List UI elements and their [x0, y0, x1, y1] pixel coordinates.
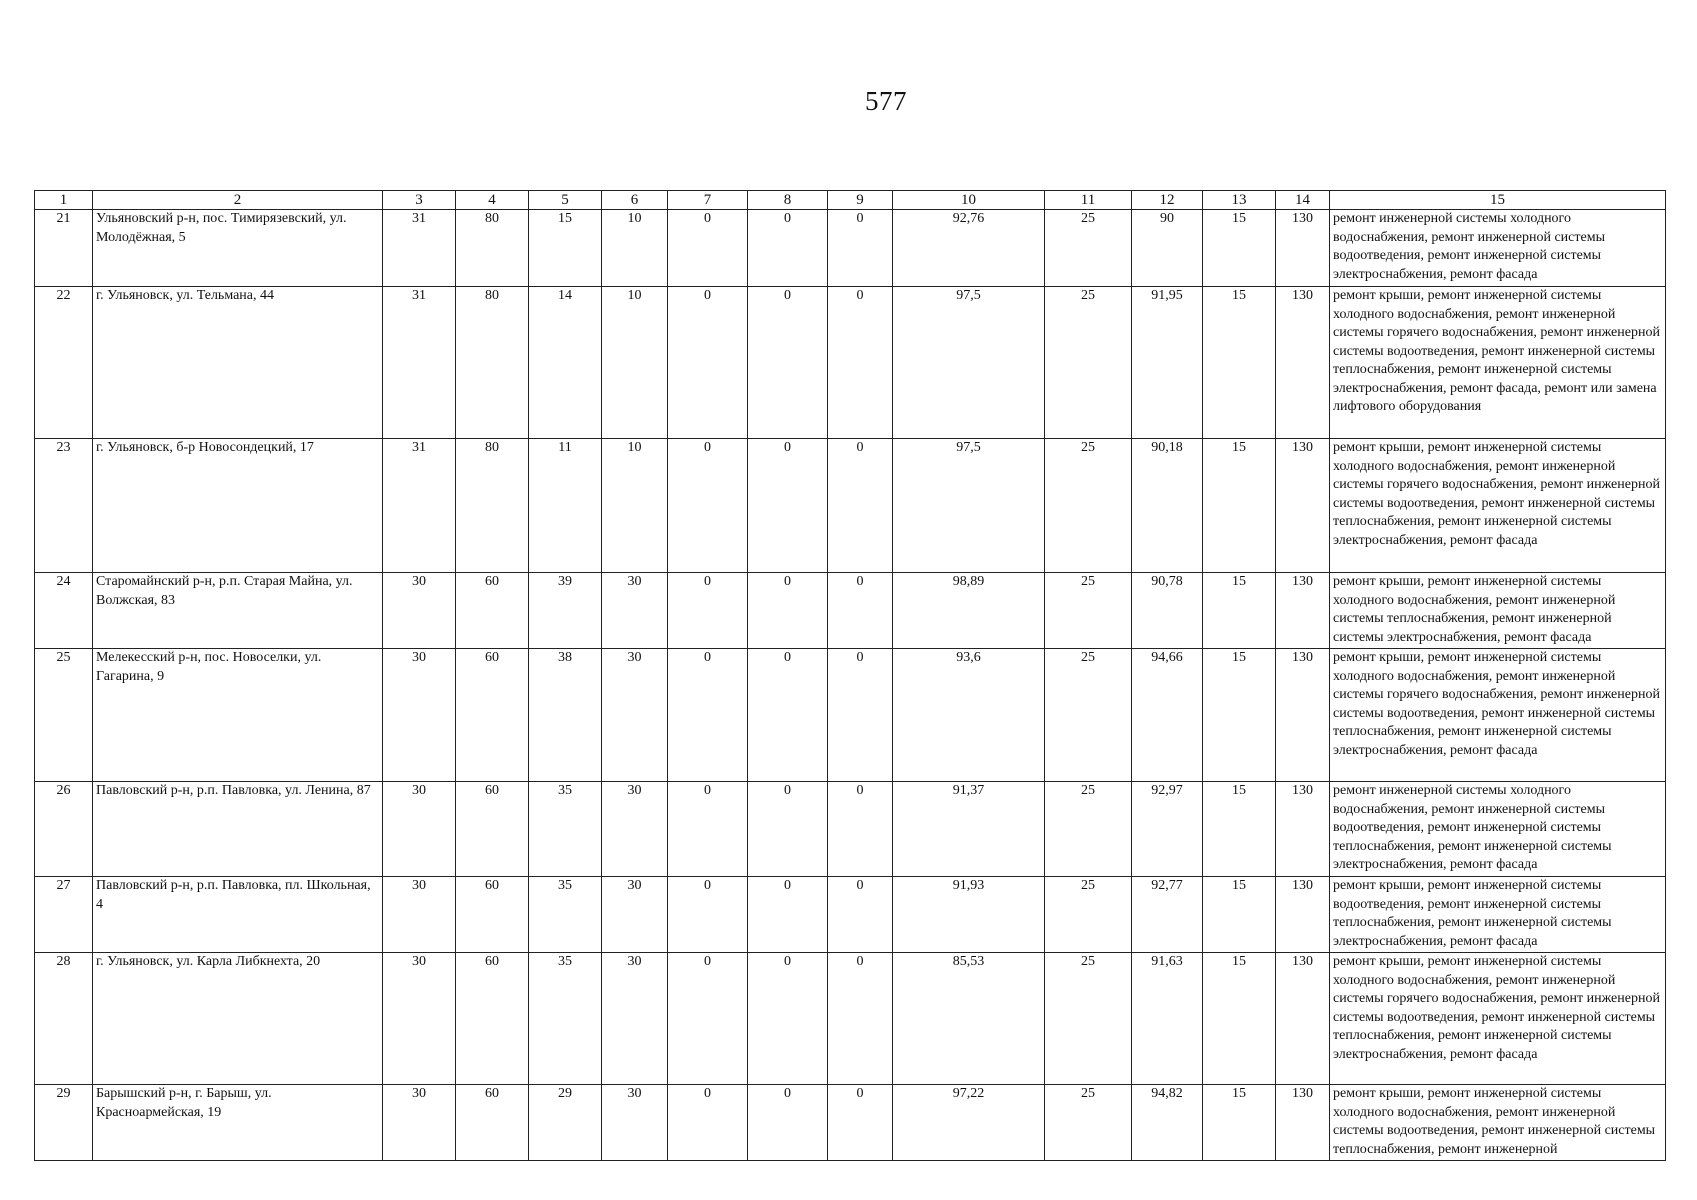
value-col-8: 0	[748, 210, 828, 287]
row-number: 21	[35, 210, 93, 287]
value-col-14: 130	[1276, 210, 1330, 287]
value-col-12: 90	[1132, 210, 1203, 287]
column-index: 13	[1203, 191, 1276, 210]
repair-works: ремонт инженерной системы холодного водоснабжения, ремонт инженерной системы водоотведения, ремонт инженерной системы теплоснабжения, ремонт инженерной системы электроснабжения, ремонт фасада	[1330, 782, 1666, 877]
value-col-4: 80	[456, 210, 529, 287]
value-col-11: 25	[1045, 1085, 1132, 1161]
value-col-9: 0	[828, 573, 893, 649]
address: Ульяновский р-н, пос. Тимирязевский, ул. Молодёжная, 5	[93, 210, 383, 287]
value-col-6: 10	[602, 287, 668, 439]
value-col-11: 25	[1045, 573, 1132, 649]
value-col-4: 60	[456, 877, 529, 953]
repair-works: ремонт крыши, ремонт инженерной системы холодного водоснабжения, ремонт инженерной системы горячего водоснабжения, ремонт инженерной системы водоотведения, ремонт инженерной системы теплоснабжения, ремонт инженерной системы электроснабжения, ремонт фасада	[1330, 649, 1666, 782]
value-col-13: 15	[1203, 573, 1276, 649]
value-col-13: 15	[1203, 439, 1276, 573]
value-col-11: 25	[1045, 782, 1132, 877]
value-col-11: 25	[1045, 287, 1132, 439]
value-col-9: 0	[828, 877, 893, 953]
value-col-4: 60	[456, 649, 529, 782]
value-col-5: 35	[529, 782, 602, 877]
value-col-11: 25	[1045, 877, 1132, 953]
address: г. Ульяновск, б-р Новосондецкий, 17	[93, 439, 383, 573]
value-col-8: 0	[748, 287, 828, 439]
column-index: 2	[93, 191, 383, 210]
value-col-12: 94,66	[1132, 649, 1203, 782]
value-col-11: 25	[1045, 649, 1132, 782]
value-col-14: 130	[1276, 1085, 1330, 1161]
table-row	[35, 573, 1666, 649]
value-col-12: 92,77	[1132, 877, 1203, 953]
value-col-14: 130	[1276, 877, 1330, 953]
value-col-9: 0	[828, 287, 893, 439]
row-number: 28	[35, 953, 93, 1085]
value-col-14: 130	[1276, 649, 1330, 782]
address: Мелекесский р-н, пос. Новоселки, ул. Гагарина, 9	[93, 649, 383, 782]
value-col-8: 0	[748, 573, 828, 649]
value-col-10: 85,53	[893, 953, 1045, 1085]
value-col-12: 91,63	[1132, 953, 1203, 1085]
value-col-3: 31	[383, 439, 456, 573]
table-row	[35, 782, 1666, 877]
value-col-12: 94,82	[1132, 1085, 1203, 1161]
value-col-10: 93,6	[893, 649, 1045, 782]
repair-works: ремонт крыши, ремонт инженерной системы холодного водоснабжения, ремонт инженерной системы теплоснабжения, ремонт инженерной системы электроснабжения, ремонт фасада	[1330, 573, 1666, 649]
value-col-5: 15	[529, 210, 602, 287]
value-col-11: 25	[1045, 210, 1132, 287]
address: Павловский р-н, р.п. Павловка, пл. Школьная, 4	[93, 877, 383, 953]
repair-works: ремонт крыши, ремонт инженерной системы холодного водоснабжения, ремонт инженерной системы горячего водоснабжения, ремонт инженерной системы водоотведения, ремонт инженерной системы теплоснабжения, ремонт инженерной системы электроснабжения, ремонт фасада	[1330, 953, 1666, 1085]
value-col-6: 10	[602, 210, 668, 287]
value-col-9: 0	[828, 953, 893, 1085]
value-col-6: 10	[602, 439, 668, 573]
value-col-6: 30	[602, 573, 668, 649]
column-index: 5	[529, 191, 602, 210]
value-col-13: 15	[1203, 877, 1276, 953]
repair-works: ремонт инженерной системы холодного водоснабжения, ремонт инженерной системы водоотведения, ремонт инженерной системы электроснабжения, ремонт фасада	[1330, 210, 1666, 287]
row-number: 26	[35, 782, 93, 877]
repair-works: ремонт крыши, ремонт инженерной системы холодного водоснабжения, ремонт инженерной системы горячего водоснабжения, ремонт инженерной системы водоотведения, ремонт инженерной системы теплоснабжения, ремонт инженерной системы электроснабжения, ремонт фасада	[1330, 439, 1666, 573]
value-col-13: 15	[1203, 1085, 1276, 1161]
table-row	[35, 649, 1666, 782]
value-col-10: 92,76	[893, 210, 1045, 287]
row-number: 27	[35, 877, 93, 953]
value-col-13: 15	[1203, 953, 1276, 1085]
value-col-5: 29	[529, 1085, 602, 1161]
value-col-7: 0	[668, 210, 748, 287]
value-col-6: 30	[602, 877, 668, 953]
value-col-4: 60	[456, 1085, 529, 1161]
table-row	[35, 210, 1666, 287]
value-col-7: 0	[668, 287, 748, 439]
column-index-row	[35, 191, 1666, 210]
value-col-9: 0	[828, 649, 893, 782]
column-index: 4	[456, 191, 529, 210]
value-col-10: 91,93	[893, 877, 1045, 953]
row-number: 23	[35, 439, 93, 573]
repair-works: ремонт крыши, ремонт инженерной системы холодного водоснабжения, ремонт инженерной системы водоотведения, ремонт инженерной системы теплоснабжения, ремонт инженерной	[1330, 1085, 1666, 1161]
row-number: 22	[35, 287, 93, 439]
value-col-13: 15	[1203, 782, 1276, 877]
value-col-8: 0	[748, 877, 828, 953]
value-col-3: 30	[383, 1085, 456, 1161]
table-row	[35, 877, 1666, 953]
table-row	[35, 287, 1666, 439]
value-col-4: 80	[456, 287, 529, 439]
value-col-12: 90,78	[1132, 573, 1203, 649]
table-row	[35, 1085, 1666, 1161]
value-col-14: 130	[1276, 953, 1330, 1085]
value-col-9: 0	[828, 439, 893, 573]
address: Павловский р-н, р.п. Павловка, ул. Ленина, 87	[93, 782, 383, 877]
row-number: 24	[35, 573, 93, 649]
value-col-13: 15	[1203, 649, 1276, 782]
value-col-13: 15	[1203, 287, 1276, 439]
value-col-6: 30	[602, 1085, 668, 1161]
table-row	[35, 439, 1666, 573]
value-col-5: 11	[529, 439, 602, 573]
value-col-4: 80	[456, 439, 529, 573]
value-col-3: 30	[383, 573, 456, 649]
value-col-12: 91,95	[1132, 287, 1203, 439]
value-col-7: 0	[668, 439, 748, 573]
value-col-10: 97,5	[893, 439, 1045, 573]
value-col-8: 0	[748, 1085, 828, 1161]
value-col-5: 14	[529, 287, 602, 439]
value-col-12: 90,18	[1132, 439, 1203, 573]
repair-program-table	[34, 190, 1666, 1161]
value-col-8: 0	[748, 649, 828, 782]
repair-works: ремонт крыши, ремонт инженерной системы водоотведения, ремонт инженерной системы теплоснабжения, ремонт инженерной системы электроснабжения, ремонт фасада	[1330, 877, 1666, 953]
value-col-10: 97,5	[893, 287, 1045, 439]
repair-works: ремонт крыши, ремонт инженерной системы холодного водоснабжения, ремонт инженерной системы горячего водоснабжения, ремонт инженерной системы водоотведения, ремонт инженерной системы теплоснабжения, ремонт инженерной системы электроснабжения, ремонт фасада, ремонт или замена лифтового оборудования	[1330, 287, 1666, 439]
value-col-7: 0	[668, 953, 748, 1085]
address: Старомайнский р-н, р.п. Старая Майна, ул. Волжская, 83	[93, 573, 383, 649]
value-col-5: 35	[529, 877, 602, 953]
column-index: 8	[748, 191, 828, 210]
value-col-6: 30	[602, 953, 668, 1085]
value-col-13: 15	[1203, 210, 1276, 287]
column-index: 10	[893, 191, 1045, 210]
value-col-12: 92,97	[1132, 782, 1203, 877]
value-col-10: 91,37	[893, 782, 1045, 877]
column-index: 11	[1045, 191, 1132, 210]
value-col-8: 0	[748, 953, 828, 1085]
value-col-4: 60	[456, 782, 529, 877]
column-index: 7	[668, 191, 748, 210]
value-col-8: 0	[748, 782, 828, 877]
value-col-7: 0	[668, 877, 748, 953]
address: г. Ульяновск, ул. Карла Либкнехта, 20	[93, 953, 383, 1085]
table-row	[35, 953, 1666, 1085]
value-col-4: 60	[456, 953, 529, 1085]
value-col-7: 0	[668, 649, 748, 782]
value-col-5: 38	[529, 649, 602, 782]
column-index: 6	[602, 191, 668, 210]
row-number: 29	[35, 1085, 93, 1161]
value-col-14: 130	[1276, 573, 1330, 649]
value-col-5: 39	[529, 573, 602, 649]
column-index: 12	[1132, 191, 1203, 210]
column-index: 1	[35, 191, 93, 210]
value-col-3: 31	[383, 287, 456, 439]
value-col-3: 30	[383, 649, 456, 782]
value-col-6: 30	[602, 649, 668, 782]
value-col-7: 0	[668, 782, 748, 877]
value-col-3: 31	[383, 210, 456, 287]
value-col-8: 0	[748, 439, 828, 573]
value-col-9: 0	[828, 1085, 893, 1161]
column-index: 14	[1276, 191, 1330, 210]
value-col-7: 0	[668, 1085, 748, 1161]
value-col-7: 0	[668, 573, 748, 649]
column-index: 3	[383, 191, 456, 210]
address: Барышский р-н, г. Барыш, ул. Красноармейская, 19	[93, 1085, 383, 1161]
column-index: 9	[828, 191, 893, 210]
value-col-10: 98,89	[893, 573, 1045, 649]
value-col-11: 25	[1045, 439, 1132, 573]
value-col-14: 130	[1276, 287, 1330, 439]
page-number: 577	[865, 86, 907, 116]
value-col-11: 25	[1045, 953, 1132, 1085]
address: г. Ульяновск, ул. Тельмана, 44	[93, 287, 383, 439]
value-col-5: 35	[529, 953, 602, 1085]
row-number: 25	[35, 649, 93, 782]
value-col-10: 97,22	[893, 1085, 1045, 1161]
value-col-3: 30	[383, 877, 456, 953]
value-col-14: 130	[1276, 439, 1330, 573]
value-col-14: 130	[1276, 782, 1330, 877]
value-col-3: 30	[383, 953, 456, 1085]
value-col-6: 30	[602, 782, 668, 877]
value-col-3: 30	[383, 782, 456, 877]
value-col-9: 0	[828, 782, 893, 877]
value-col-9: 0	[828, 210, 893, 287]
value-col-4: 60	[456, 573, 529, 649]
column-index: 15	[1330, 191, 1666, 210]
